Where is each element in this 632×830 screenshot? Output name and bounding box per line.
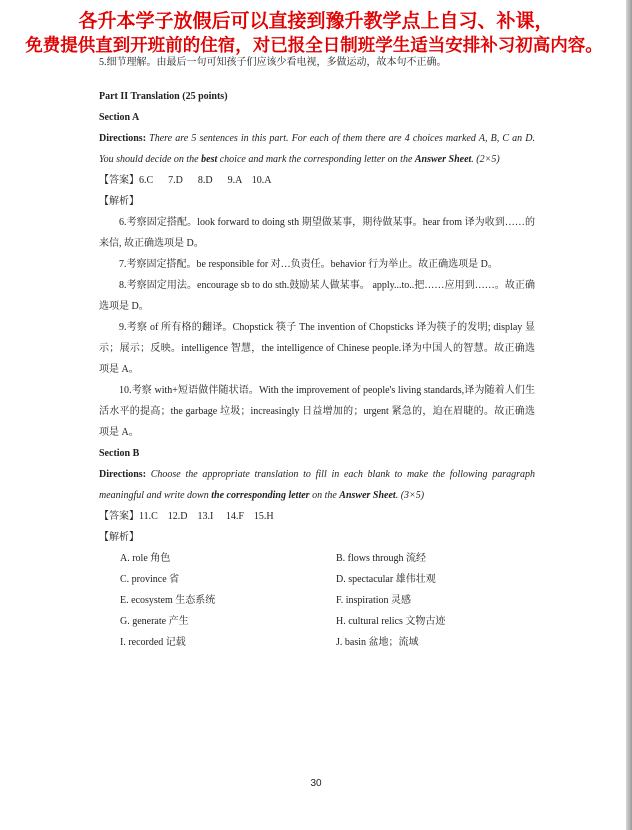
directions-b-answer-sheet: Answer Sheet — [339, 490, 396, 501]
options-row — [99, 569, 535, 590]
option-g: G. generate 产生 — [120, 616, 189, 627]
explanation-q10: 10.考察 with+短语做伴随状语。With the improvement of people's living standards,译为随着人们生活水平的提高；the garbage 垃圾；increasingly 日益增加的；urgent 紧急的，迫在眉睫的。故正确选项是 A。 — [99, 385, 535, 438]
directions-a-text-1: There are 5 sentences in this part. For each of them there are 4 choices marked A, B, C an D. You should decide on the — [99, 133, 535, 165]
explanation-q7: 7.考察固定搭配。be responsible for 对…负责任。behavior 行为举止。故正确选项是 D。 — [119, 259, 498, 270]
analysis-label-b: 【解析】 — [99, 532, 139, 543]
option-c: C. province 省 — [120, 574, 180, 585]
explanation-q8: 8.考察固定用法。encourage sb to do sth.鼓励某人做某事。 apply...to..把……应用到……。故正确选项是 D。 — [99, 280, 535, 312]
red-banner — [0, 8, 632, 58]
previous-answer-line: 5.细节理解。由最后一句可知孩子们应该少看电视，多做运动，故本句不正确。 — [99, 57, 447, 68]
option-h: H. cultural relics 文物古迹 — [336, 616, 446, 627]
option-j: J. basin 盆地；流域 — [336, 637, 419, 648]
option-d: D. spectacular 雄伟壮观 — [336, 574, 436, 585]
directions-b — [99, 464, 535, 506]
part-title: Part II Translation (25 points) — [99, 91, 228, 102]
section-a-title: Section A — [99, 112, 140, 123]
options-row — [99, 548, 535, 569]
document-body — [99, 52, 535, 653]
options-row — [99, 632, 535, 653]
directions-b-corresponding-letter: the corresponding letter — [211, 490, 310, 501]
option-b: B. flows through 流经 — [336, 553, 426, 564]
page-edge — [626, 0, 632, 830]
answer-key-b: 【答案】11.C 12.D 13.I 14.F 15.H — [99, 511, 274, 522]
option-e: E. ecosystem 生态系统 — [120, 595, 216, 606]
answer-key-a: 【答案】6.C 7.D 8.D 9.A 10.A — [99, 175, 272, 186]
directions-b-text-2: on the — [309, 490, 340, 501]
directions-a-label: Directions: — [99, 133, 147, 144]
option-i: I. recorded 记载 — [120, 637, 186, 648]
directions-a-best: best — [201, 154, 218, 165]
options-row — [99, 611, 535, 632]
option-f: F. inspiration 灵感 — [336, 595, 412, 606]
explanation-q6: 6.考察固定搭配。look forward to doing sth 期望做某事，期待做某事。hear from 译为收到……的来信, 故正确选项是 D。 — [99, 217, 535, 249]
page-number: 30 — [310, 778, 322, 789]
directions-b-text-1: Choose the appropriate translation to fill in each blank to make the following paragraph meaningful and write down — [99, 469, 535, 501]
banner-line-2: 免费提供直到开班前的住宿，对已报全日制班学生适当安排补习初高内容。 — [25, 36, 603, 56]
directions-a-text-3: . (2×5) — [471, 154, 500, 165]
directions-a-text-2: choice and mark the corresponding letter on the — [217, 154, 415, 165]
directions-b-text-3: . (3×5) — [395, 490, 425, 501]
analysis-label-a: 【解析】 — [99, 196, 139, 207]
directions-b-label: Directions: — [99, 469, 147, 480]
explanation-q9: 9.考察 of 所有格的翻译。Chopstick 筷子 The invention of Chopsticks 译为筷子的发明; display 显示；展示；反映。intelligence 智慧，the intelligence of Chinese people.译为中国人的智慧。故正确选项是 A。 — [99, 322, 535, 375]
directions-a — [99, 128, 535, 170]
options-row — [99, 590, 535, 611]
directions-a-answer-sheet: Answer Sheet — [414, 154, 472, 165]
option-a: A. role 角色 — [120, 553, 171, 564]
section-b-title: Section B — [99, 448, 140, 459]
banner-line-1: 各升本学子放假后可以直接到豫升教学点上自习、补课， — [78, 10, 554, 32]
